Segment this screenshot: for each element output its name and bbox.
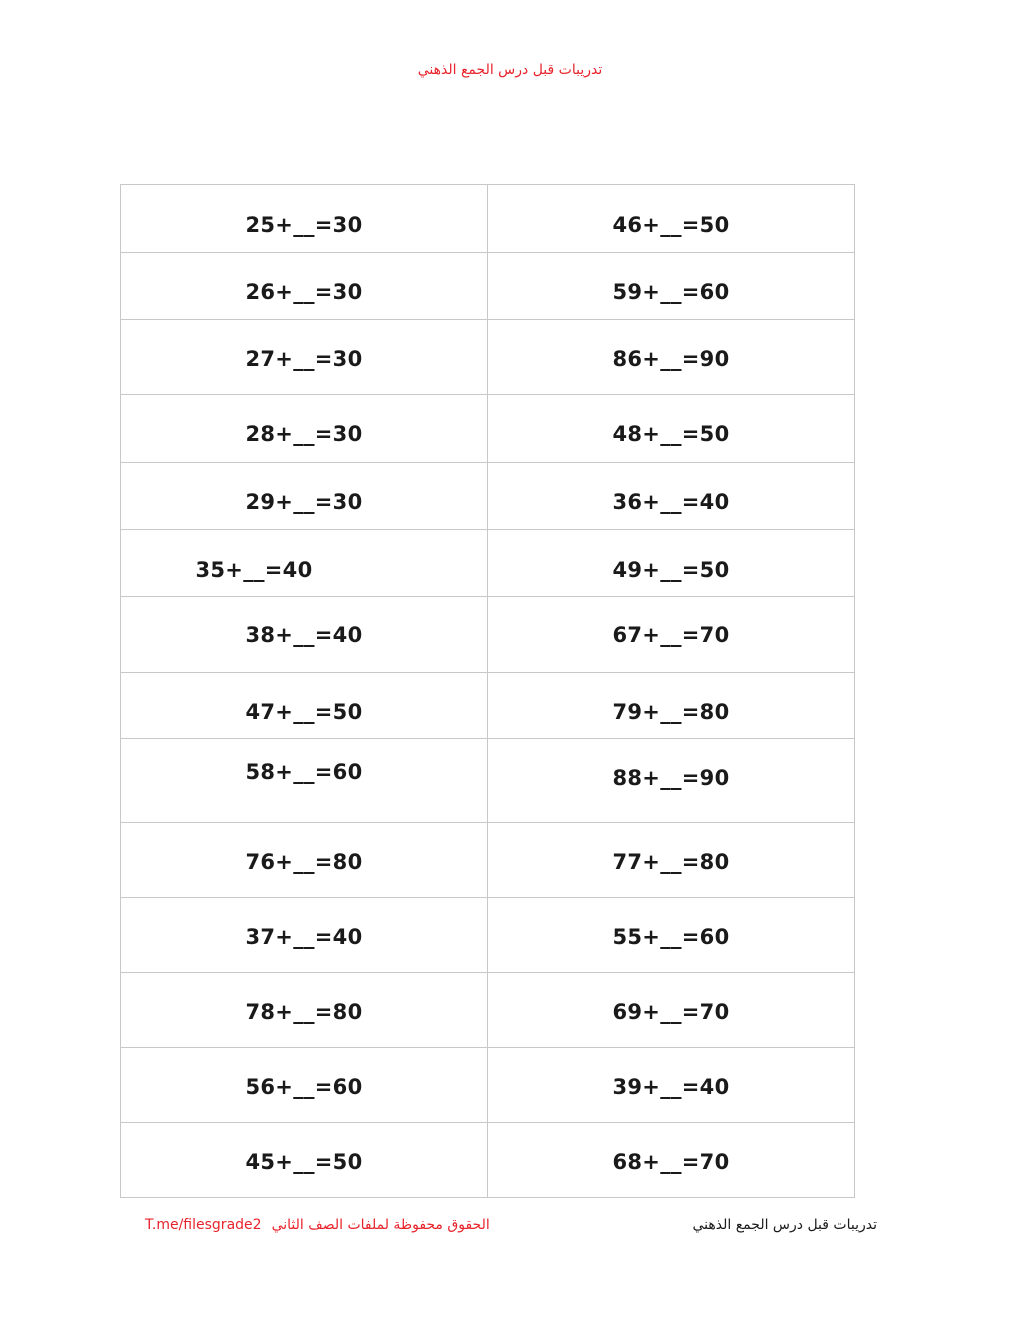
footer-link[interactable]: T.me/filesgrade2 bbox=[145, 1217, 262, 1233]
equation-left: 37+__=40 bbox=[245, 925, 363, 949]
equation-left: 56+__=60 bbox=[245, 1075, 363, 1099]
table-row bbox=[121, 253, 855, 320]
page-title: تدريبات قبل درس الجمع الذهني bbox=[417, 62, 603, 78]
equation-right: 67+__=70 bbox=[612, 623, 730, 647]
table-row bbox=[121, 673, 855, 739]
equation-right: 69+__=70 bbox=[612, 1000, 730, 1024]
table-row bbox=[121, 973, 855, 1048]
table-cell bbox=[121, 320, 488, 395]
table-cell bbox=[121, 597, 488, 673]
table-row bbox=[121, 898, 855, 973]
equation-left: 28+__=30 bbox=[245, 422, 363, 446]
equation-left: 35+__=40 bbox=[195, 558, 313, 582]
equation-left: 38+__=40 bbox=[245, 623, 363, 647]
table-cell bbox=[121, 253, 488, 320]
table-cell bbox=[488, 463, 855, 530]
table-row bbox=[121, 1123, 855, 1198]
equation-right: 68+__=70 bbox=[612, 1150, 730, 1174]
equation-right: 55+__=60 bbox=[612, 925, 730, 949]
table-row bbox=[121, 320, 855, 395]
table-cell bbox=[121, 739, 488, 823]
table-cell bbox=[488, 320, 855, 395]
table-cell bbox=[488, 253, 855, 320]
footer-page-label: تدريبات قبل درس الجمع الذهني bbox=[692, 1217, 877, 1233]
table-cell bbox=[488, 739, 855, 823]
table-cell bbox=[488, 530, 855, 597]
table-cell bbox=[121, 395, 488, 463]
equation-right: 48+__=50 bbox=[612, 422, 730, 446]
table-row bbox=[121, 185, 855, 253]
footer-credit bbox=[145, 1217, 490, 1233]
table-cell bbox=[488, 597, 855, 673]
table-row bbox=[121, 823, 855, 898]
table-cell bbox=[121, 973, 488, 1048]
equation-right: 36+__=40 bbox=[612, 490, 730, 514]
table-cell bbox=[121, 823, 488, 898]
equation-left: 76+__=80 bbox=[245, 850, 363, 874]
equation-right: 59+__=60 bbox=[612, 280, 730, 304]
equation-left: 29+__=30 bbox=[245, 490, 363, 514]
equation-left: 27+__=30 bbox=[245, 347, 363, 371]
equation-left: 58+__=60 bbox=[245, 760, 363, 784]
equation-right: 49+__=50 bbox=[612, 558, 730, 582]
table-row bbox=[121, 739, 855, 823]
table-cell bbox=[121, 673, 488, 739]
table-cell bbox=[121, 463, 488, 530]
table-cell bbox=[488, 973, 855, 1048]
table-cell bbox=[121, 1123, 488, 1198]
table-row bbox=[121, 395, 855, 463]
equation-right: 39+__=40 bbox=[612, 1075, 730, 1099]
equation-right: 79+__=80 bbox=[612, 700, 730, 724]
table-cell bbox=[488, 673, 855, 739]
footer-rights-note: الحقوق محفوظة لملفات الصف الثاني bbox=[271, 1217, 490, 1233]
table-cell bbox=[488, 823, 855, 898]
equation-right: 86+__=90 bbox=[612, 347, 730, 371]
table-row bbox=[121, 1048, 855, 1123]
table-cell bbox=[121, 530, 488, 597]
table-row bbox=[121, 597, 855, 673]
table-cell bbox=[488, 185, 855, 253]
equation-left: 25+__=30 bbox=[245, 213, 363, 237]
equation-left: 78+__=80 bbox=[245, 1000, 363, 1024]
equation-left: 47+__=50 bbox=[245, 700, 363, 724]
table-row bbox=[121, 463, 855, 530]
equation-right: 88+__=90 bbox=[612, 766, 730, 790]
table-cell bbox=[121, 898, 488, 973]
table-cell bbox=[121, 185, 488, 253]
equation-left: 26+__=30 bbox=[245, 280, 363, 304]
table-cell bbox=[488, 395, 855, 463]
exercise-table bbox=[120, 184, 855, 1198]
table-cell bbox=[488, 1123, 855, 1198]
table-row bbox=[121, 530, 855, 597]
table-cell bbox=[488, 898, 855, 973]
equation-right: 77+__=80 bbox=[612, 850, 730, 874]
table-cell bbox=[488, 1048, 855, 1123]
equation-left: 45+__=50 bbox=[245, 1150, 363, 1174]
table-cell bbox=[121, 1048, 488, 1123]
equation-right: 46+__=50 bbox=[612, 213, 730, 237]
